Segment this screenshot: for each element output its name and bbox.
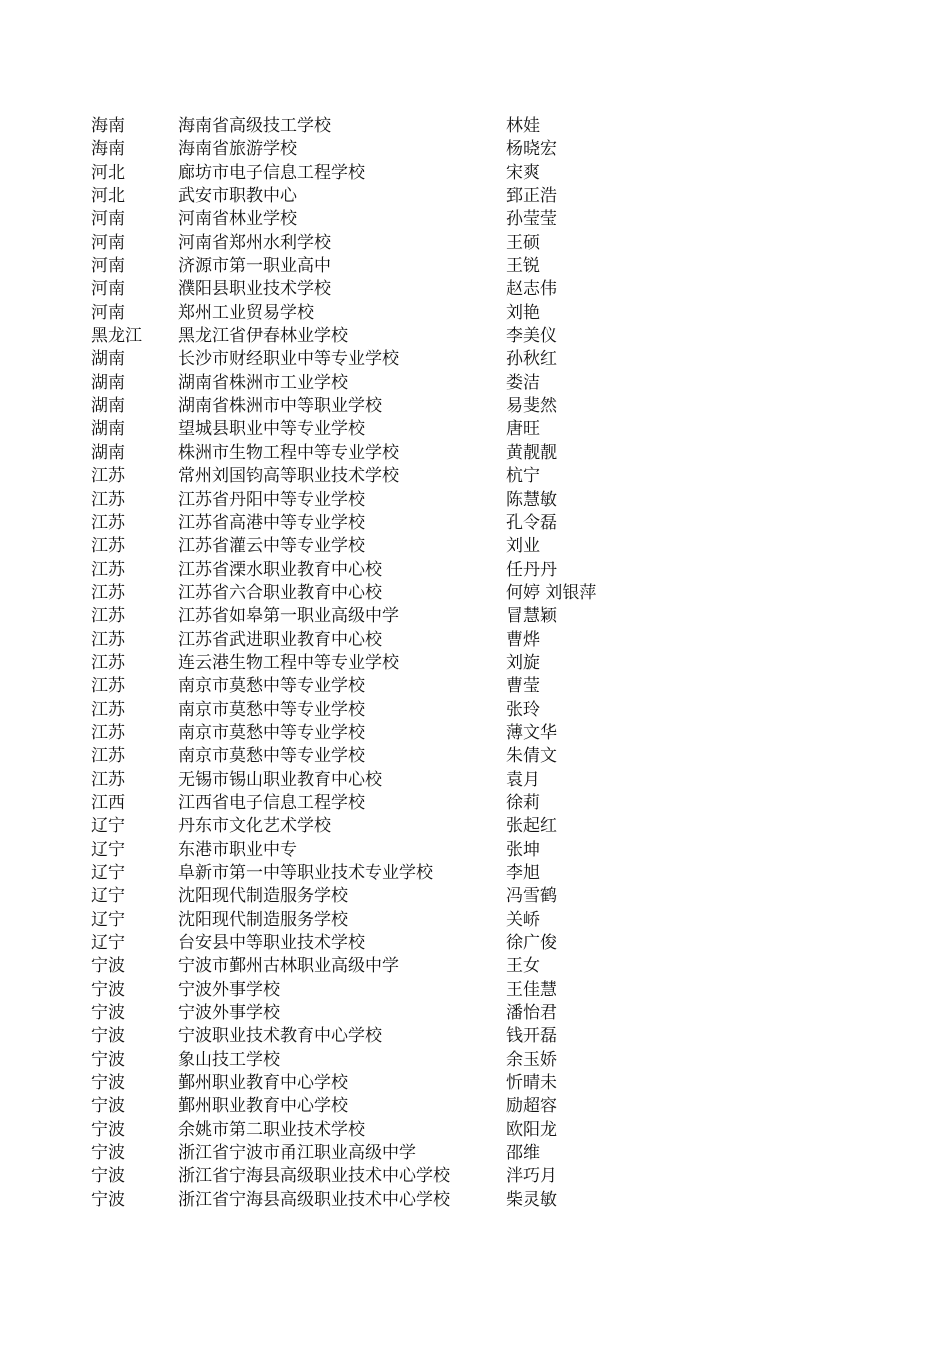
school-cell: 浙江省宁波市甬江职业高级中学: [178, 1143, 416, 1164]
region-cell: 江苏: [91, 559, 125, 580]
name-cell: 张玲: [506, 699, 540, 720]
name-cell: 张坤: [506, 839, 540, 860]
table-row: [91, 1049, 731, 1072]
table-row: [91, 232, 731, 255]
name-cell: 易斐然: [506, 396, 557, 417]
name-cell: 孙秋红: [506, 349, 557, 370]
name-cell: 曹烨: [506, 629, 540, 650]
region-cell: 江苏: [91, 512, 125, 533]
table-row: [91, 395, 731, 418]
table-row: [91, 979, 731, 1002]
school-cell: 湖南省株洲市中等职业学校: [178, 396, 382, 417]
table-row: [91, 745, 731, 768]
region-cell: 宁波: [91, 1073, 125, 1094]
name-cell: 任丹丹: [506, 559, 557, 580]
region-cell: 宁波: [91, 1143, 125, 1164]
school-cell: 象山技工学校: [178, 1049, 280, 1070]
school-cell: 黑龙江省伊春林业学校: [178, 326, 348, 347]
name-cell: 唐旺: [506, 419, 540, 440]
table-row: [91, 325, 731, 348]
school-cell: 株洲市生物工程中等专业学校: [178, 442, 399, 463]
name-cell: 邵维: [506, 1143, 540, 1164]
region-cell: 江苏: [91, 489, 125, 510]
table-row: [91, 1025, 731, 1048]
name-cell: 袁月: [506, 769, 540, 790]
table-row: [91, 442, 731, 465]
region-cell: 宁波: [91, 1026, 125, 1047]
region-cell: 湖南: [91, 442, 125, 463]
school-cell: 武安市职教中心: [178, 186, 297, 207]
region-cell: 江苏: [91, 769, 125, 790]
table-row: [91, 185, 731, 208]
school-cell: 长沙市财经职业中等专业学校: [178, 349, 399, 370]
region-cell: 河南: [91, 279, 125, 300]
region-cell: 江苏: [91, 699, 125, 720]
region-cell: 江苏: [91, 652, 125, 673]
table-row: [91, 932, 731, 955]
table-row: [91, 769, 731, 792]
school-cell: 望城县职业中等专业学校: [178, 419, 365, 440]
table-row: [91, 909, 731, 932]
table-row: [91, 582, 731, 605]
school-cell: 郑州工业贸易学校: [178, 302, 314, 323]
region-cell: 河南: [91, 302, 125, 323]
name-cell: 刘艳: [506, 302, 540, 323]
table-row: [91, 1095, 731, 1118]
name-cell: 潘怡君: [506, 1003, 557, 1024]
table-row: [91, 1189, 731, 1212]
school-cell: 宁波外事学校: [178, 979, 280, 1000]
table-row: [91, 815, 731, 838]
name-cell: 钱开磊: [506, 1026, 557, 1047]
name-cell: 柴灵敏: [506, 1189, 557, 1210]
school-cell: 宁波外事学校: [178, 1003, 280, 1024]
region-cell: 河南: [91, 209, 125, 230]
name-cell: 忻晴未: [506, 1073, 557, 1094]
name-cell: 王锐: [506, 256, 540, 277]
region-cell: 辽宁: [91, 909, 125, 930]
region-cell: 湖南: [91, 349, 125, 370]
school-cell: 濮阳县职业技术学校: [178, 279, 331, 300]
name-cell: 余玉娇: [506, 1049, 557, 1070]
school-cell: 江苏省六合职业教育中心校: [178, 582, 382, 603]
name-cell: 郅正浩: [506, 186, 557, 207]
school-cell: 常州刘国钧高等职业技术学校: [178, 466, 399, 487]
name-cell: 徐莉: [506, 792, 540, 813]
table-row: [91, 1165, 731, 1188]
region-cell: 宁波: [91, 1049, 125, 1070]
school-cell: 东港市职业中专: [178, 839, 297, 860]
school-cell: 阜新市第一中等职业技术专业学校: [178, 863, 433, 883]
name-cell: 孔令磊: [506, 512, 557, 533]
name-cell: 李美仪: [506, 326, 557, 347]
school-cell: 丹东市文化艺术学校: [178, 816, 331, 837]
school-cell: 江苏省溧水职业教育中心校: [178, 559, 382, 580]
school-cell: 江苏省高港中等专业学校: [178, 512, 365, 533]
name-cell: 关峤: [506, 909, 540, 930]
region-cell: 宁波: [91, 1119, 125, 1140]
school-cell: 江西省电子信息工程学校: [178, 792, 365, 813]
school-cell: 南京市莫愁中等专业学校: [178, 699, 365, 720]
school-cell: 连云港生物工程中等专业学校: [178, 652, 399, 673]
table-row: [91, 138, 731, 161]
school-cell: 浙江省宁海县高级职业技术中心学校: [178, 1166, 450, 1187]
table-row: [91, 699, 731, 722]
table-row: [91, 885, 731, 908]
school-cell: 河南省林业学校: [178, 209, 297, 230]
region-cell: 宁波: [91, 1096, 125, 1117]
name-cell: 薄文华: [506, 722, 557, 743]
table-row: [91, 652, 731, 675]
region-cell: 河北: [91, 162, 125, 183]
table-row: [91, 605, 731, 628]
table-row: [91, 489, 731, 512]
school-cell: 海南省高级技工学校: [178, 116, 331, 136]
region-cell: 江苏: [91, 582, 125, 603]
region-cell: 湖南: [91, 372, 125, 393]
name-cell: 孙莹莹: [506, 209, 557, 230]
region-cell: 宁波: [91, 956, 125, 977]
region-cell: 宁波: [91, 1166, 125, 1187]
name-cell: 杭宁: [506, 466, 540, 487]
region-cell: 辽宁: [91, 933, 125, 954]
table-row: [91, 792, 731, 815]
school-cell: 沈阳现代制造服务学校: [178, 909, 348, 930]
table-row: [91, 629, 731, 652]
name-cell: 徐广俊: [506, 933, 557, 954]
name-cell: 冒慧颖: [506, 606, 557, 627]
region-cell: 宁波: [91, 1003, 125, 1024]
region-cell: 湖南: [91, 396, 125, 417]
name-cell: 曹莹: [506, 676, 540, 697]
table-row: [91, 418, 731, 441]
region-cell: 江苏: [91, 606, 125, 627]
name-cell: 王女: [506, 956, 540, 977]
school-cell: 南京市莫愁中等专业学校: [178, 746, 365, 767]
region-cell: 辽宁: [91, 886, 125, 907]
name-cell: 欧阳龙: [506, 1119, 557, 1140]
region-cell: 江苏: [91, 466, 125, 487]
table-row: [91, 955, 731, 978]
table-row: [91, 1119, 731, 1142]
region-cell: 江苏: [91, 722, 125, 743]
name-cell: 李旭: [506, 863, 540, 883]
school-cell: 余姚市第二职业技术学校: [178, 1119, 365, 1140]
name-cell: 泮巧月: [506, 1166, 557, 1187]
table-row: [91, 278, 731, 301]
school-cell: 台安县中等职业技术学校: [178, 933, 365, 954]
name-cell: 刘业: [506, 536, 540, 557]
table-row: [91, 722, 731, 745]
region-cell: 江苏: [91, 676, 125, 697]
region-cell: 江西: [91, 792, 125, 813]
table-row: [91, 465, 731, 488]
region-cell: 宁波: [91, 1189, 125, 1210]
table-row: [91, 115, 731, 138]
name-cell: 宋爽: [506, 162, 540, 183]
name-cell: 刘旋: [506, 652, 540, 673]
table-row: [91, 372, 731, 395]
school-cell: 海南省旅游学校: [178, 139, 297, 160]
school-cell: 浙江省宁海县高级职业技术中心学校: [178, 1189, 450, 1210]
table-row: [91, 862, 731, 885]
name-cell: 王硕: [506, 232, 540, 253]
school-cell: 南京市莫愁中等专业学校: [178, 722, 365, 743]
table-row: [91, 302, 731, 325]
region-cell: 海南: [91, 139, 125, 160]
school-cell: 鄞州职业教育中心学校: [178, 1096, 348, 1117]
table-row: [91, 1002, 731, 1025]
school-cell: 宁波市鄞州古林职业高级中学: [178, 956, 399, 977]
name-cell: 何婷 刘银萍: [506, 582, 597, 603]
region-cell: 辽宁: [91, 816, 125, 837]
school-cell: 廊坊市电子信息工程学校: [178, 162, 365, 183]
region-cell: 黑龙江: [91, 326, 142, 347]
region-cell: 海南: [91, 116, 125, 136]
region-cell: 江苏: [91, 629, 125, 650]
region-cell: 辽宁: [91, 839, 125, 860]
region-cell: 河南: [91, 256, 125, 277]
table-row: [91, 162, 731, 185]
table-row: [91, 839, 731, 862]
name-cell: 杨晓宏: [506, 139, 557, 160]
region-cell: 江苏: [91, 746, 125, 767]
school-cell: 无锡市锡山职业教育中心校: [178, 769, 382, 790]
table-row: [91, 512, 731, 535]
school-cell: 江苏省武进职业教育中心校: [178, 629, 382, 650]
name-cell: 朱倩文: [506, 746, 557, 767]
table-row: [91, 348, 731, 371]
school-cell: 江苏省如皋第一职业高级中学: [178, 606, 399, 627]
name-cell: 林娃: [506, 116, 540, 136]
roster-table: [91, 115, 731, 1212]
school-cell: 湖南省株洲市工业学校: [178, 372, 348, 393]
table-row: [91, 255, 731, 278]
table-row: [91, 675, 731, 698]
table-row: [91, 1072, 731, 1095]
name-cell: 陈慧敏: [506, 489, 557, 510]
table-row: [91, 1142, 731, 1165]
name-cell: 黄靓靓: [506, 442, 557, 463]
school-cell: 江苏省丹阳中等专业学校: [178, 489, 365, 510]
region-cell: 宁波: [91, 979, 125, 1000]
table-row: [91, 535, 731, 558]
name-cell: 励超容: [506, 1096, 557, 1117]
school-cell: 宁波职业技术教育中心学校: [178, 1026, 382, 1047]
region-cell: 辽宁: [91, 863, 125, 883]
school-cell: 河南省郑州水利学校: [178, 232, 331, 253]
school-cell: 沈阳现代制造服务学校: [178, 886, 348, 907]
school-cell: 南京市莫愁中等专业学校: [178, 676, 365, 697]
school-cell: 鄞州职业教育中心学校: [178, 1073, 348, 1094]
region-cell: 湖南: [91, 419, 125, 440]
region-cell: 河南: [91, 232, 125, 253]
table-row: [91, 208, 731, 231]
name-cell: 冯雪鹤: [506, 886, 557, 907]
region-cell: 江苏: [91, 536, 125, 557]
table-row: [91, 559, 731, 582]
region-cell: 河北: [91, 186, 125, 207]
school-cell: 江苏省灌云中等专业学校: [178, 536, 365, 557]
name-cell: 娄洁: [506, 372, 540, 393]
name-cell: 王佳慧: [506, 979, 557, 1000]
name-cell: 张起红: [506, 816, 557, 837]
name-cell: 赵志伟: [506, 279, 557, 300]
school-cell: 济源市第一职业高中: [178, 256, 331, 277]
